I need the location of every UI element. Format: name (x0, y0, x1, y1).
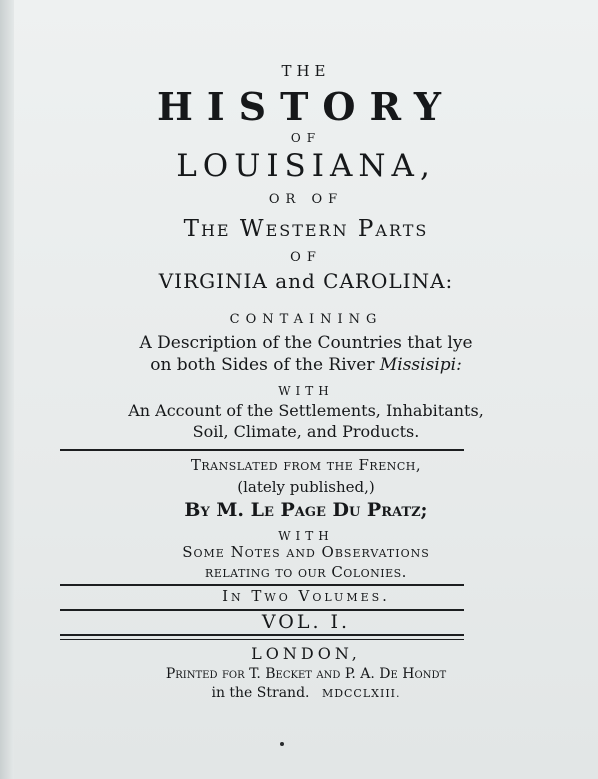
author-line: By M. Le Page Du Pratz; (184, 499, 428, 521)
heading-virginia-carolina: VIRGINIA and CAROLINA: (158, 269, 454, 293)
description-text: on both Sides of the River (150, 355, 375, 375)
heading-with: WITH (278, 384, 334, 398)
rule-volumes-top (60, 584, 464, 586)
city-line: LONDON, (251, 644, 361, 663)
translated-line: Translated from the French, (190, 456, 422, 474)
heading-the: THE (281, 62, 331, 80)
account-line-2: Soil, Climate, and Products. (192, 422, 420, 441)
vol-line: VOL. I. (261, 611, 351, 633)
printed-line-2 (14, 686, 598, 700)
description-line-2 (14, 357, 598, 374)
heading-history: HISTORY (156, 84, 456, 129)
ornament-dot (280, 742, 284, 746)
printed-text: in the Strand. (211, 685, 310, 701)
lately-published: (lately published,) (237, 478, 375, 496)
heading-of: OF (290, 131, 322, 145)
notes-line-1: Some Notes and Observations (182, 543, 430, 561)
rule-double (60, 634, 464, 640)
printed-line-1: Printed for T. Becket and P. A. De Hondt (165, 666, 447, 682)
account-line-1: An Account of the Settlements, Inhabitants, (128, 401, 484, 420)
year: MDCCLXIII. (321, 687, 401, 700)
heading-with-2: WITH (278, 529, 334, 543)
description-line-1: A Description of the Countries that lye (139, 333, 473, 353)
rule-top (60, 449, 464, 451)
river-name: Missisipi: (379, 355, 462, 375)
heading-western-parts: The Western Parts (183, 216, 429, 242)
notes-line-2: relating to our Colonies. (205, 563, 407, 581)
heading-containing: CONTAINING (229, 312, 383, 327)
heading-louisiana: LOUISIANA, (176, 148, 436, 184)
volumes-line: In Two Volumes. (222, 587, 390, 605)
heading-of-2: OF (290, 250, 322, 265)
heading-or-of: OR OF (268, 192, 344, 207)
